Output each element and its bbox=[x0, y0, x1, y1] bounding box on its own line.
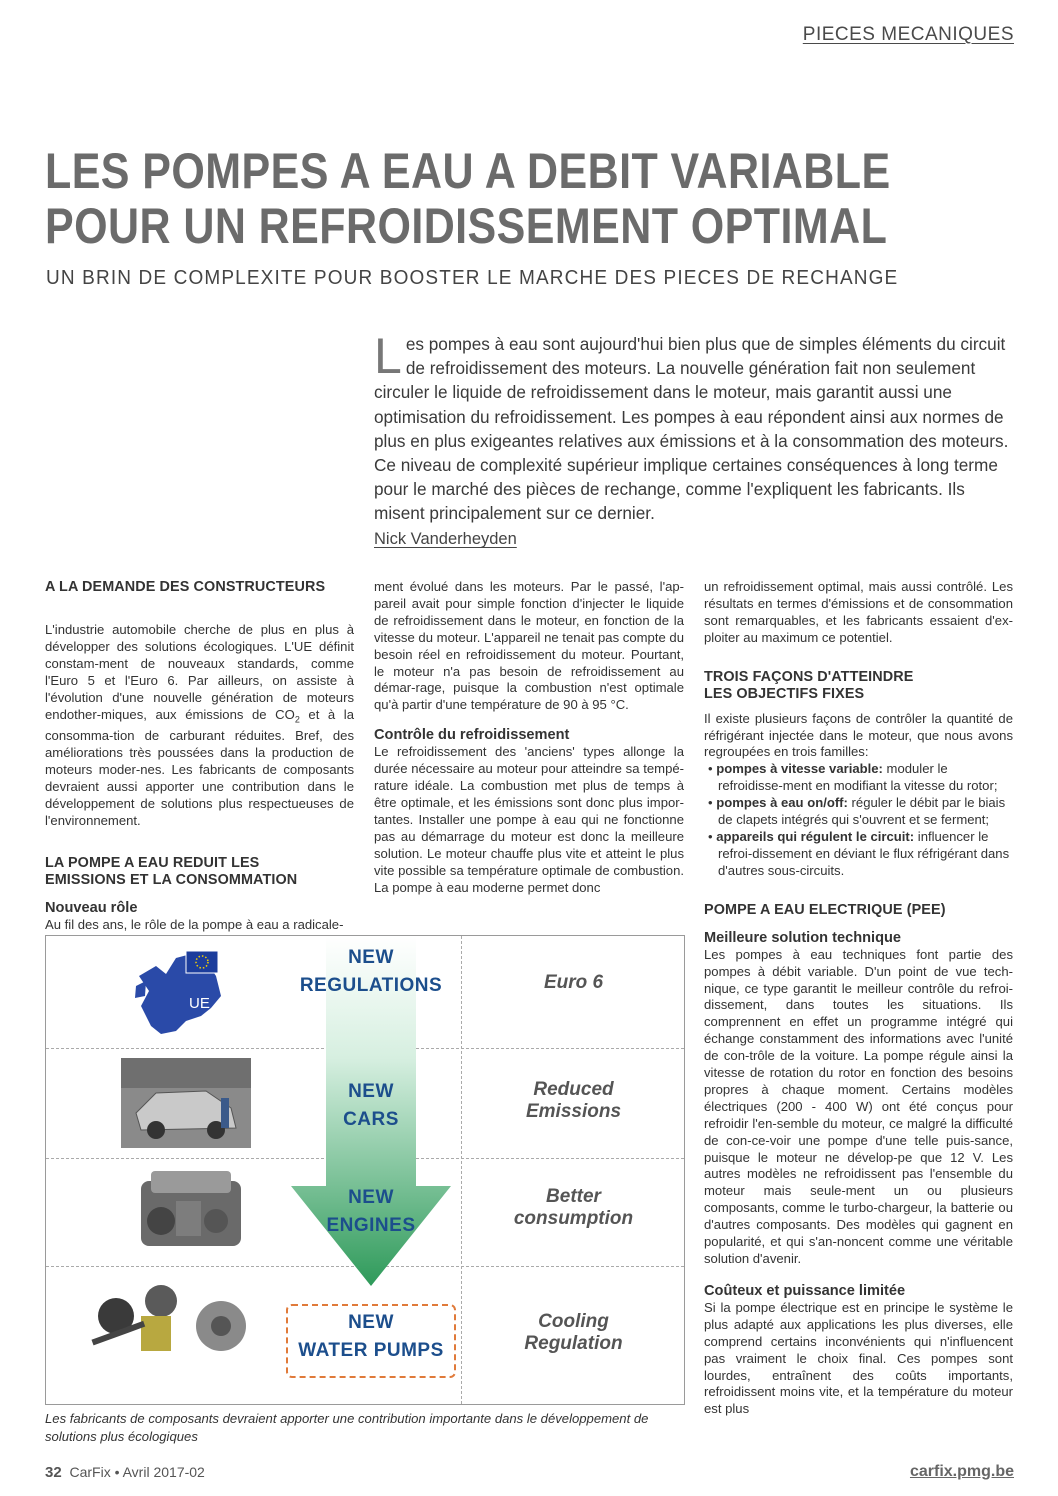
subheading-couteux: Coûteux et puissance limitée bbox=[704, 1282, 906, 1299]
footer-url-link[interactable]: carfix.pmg.be bbox=[909, 1463, 1014, 1480]
magazine-info: CarFix • Avril 2017-02 bbox=[69, 1464, 205, 1480]
engine-image bbox=[131, 1166, 251, 1258]
label-engines: NEW ENGINES bbox=[326, 1187, 416, 1236]
column-3 bbox=[704, 579, 1013, 1418]
label-better-consumption: Better consumption bbox=[513, 1186, 634, 1229]
lead-paragraph: Les pompes à eau sont aujourd'hui bien plus que de simples éléments du circuit de refroidissement des moteurs. La nouvelle génération fait non seulement circuler le liquide de refroidissement dans le moteur, mais garantit aussi une optimisation du refroidissement. Les pompes à eau répondent ainsi aux normes de plus en plus exigeantes relatives aux émissions et à la consommation des moteurs. Ce niveau de complexité supérieur implique certaines conséquences à long terme pour le marché des pièces de rechange, comme l'expliquent les fabricants. Ils misent principalement sur ce dernier. bbox=[374, 328, 1009, 524]
paragraph: L'industrie automobile cherche de plus en plus à développer des solutions écologiques. L'UE définit constam-ment de nouveaux standards, comme l'Euro 5 et l'Euro 6. Par ailleurs, on assiste à l'évolution d'une nouvelle génération de moteurs endother-miques, aux émissions de $CO_2$ et à la consomma-tion de carburant réduites. Bref, des améliorations très poussées dans la production de moteurs moder-nes. Les fabricants de composants devraient aussi apporter une contribution dans le développement de solutions plus respectueuses de l'environnement. bbox=[45, 622, 355, 828]
paragraph: ment évolué dans les moteurs. Par le passé, l'ap-pareil avait pour simple fonction d'injecter le liquide de refroidissement dans le moteur, en fonction de la vitesse du moteur. L'appareil ne tenait pas compte du besoin réel en refroidissement du moteur. Pourtant, le moteur n'a pas besoin de refroidissement au démar-rage, puisque la combustion n'est optimale qu'à partir d'une température de 90 à 95 °C. bbox=[374, 579, 684, 713]
eu-map-icon bbox=[131, 946, 231, 1036]
author-byline[interactable]: Nick Vanderheyden bbox=[374, 530, 517, 548]
heading-pompe-reduit: LA POMPE A EAU REDUIT LES EMISSIONS ET LA CONSOMMATION bbox=[45, 855, 298, 889]
drop-cap: L bbox=[374, 328, 402, 384]
article-subtitle: UN BRIN DE COMPLEXITE POUR BOOSTER LE MARCHE DES PIECES DE RECHANGE bbox=[46, 267, 899, 289]
label-reduced-emissions: Reduced Emissions bbox=[525, 1079, 622, 1122]
heading-pee: POMPE A EAU ELECTRIQUE (PEE) bbox=[704, 901, 946, 918]
svg-text:UE: UE bbox=[189, 995, 210, 1012]
paragraph: Au fil des ans, le rôle de la pompe à eau a radicale- bbox=[45, 917, 344, 933]
label-cars: NEW CARS bbox=[343, 1081, 399, 1130]
water-pumps-image bbox=[71, 1271, 261, 1381]
subheading-nouveau-role: Nouveau rôle bbox=[45, 900, 138, 917]
footer-left bbox=[45, 1464, 205, 1481]
subheading-meilleure: Meilleure solution technique bbox=[704, 929, 902, 946]
label-euro6: Euro 6 bbox=[543, 972, 604, 993]
paragraph: Les pompes à eau techniques font partie des pompes à débit variable. D'un point de vue tech-nique, ce type garantit le meilleur contrôle du refroi-dissement, dans toutes les situations. Ils comprennent en effet un programme intégré qui échange constamment des informations avec l'unité de con-trôle de la voiture. La pompe régule ainsi la vitesse de rotation du rotor en fonction des besoins propres à chaque moment. Certains modèles électriques (200 - 400 W) ont été conçus pour refroidir l'en-semble du moteur, ce malgré la difficulté de con-ce-voir une pompe d'une telle puis-sance, puisque le moteur ne dévelop-pe que 12 V. Les autres modèles ne refroidissent pas l'ensemble du moteur mais seule-ment un ou plusieurs composants, comme le turbo-chargeur, la batterie ou d'autres composants. Des modèles qui gagnent en popularité, et qui s'an-noncent comme une véritable solution d'avenir. bbox=[704, 946, 1013, 1266]
car-factory-image bbox=[121, 1058, 251, 1148]
paragraph: Il existe plusieurs façons de contrôler la quantité de réfrigérant injectée dans le moteur, que nous avons regroupées en trois familles: bbox=[704, 710, 1013, 760]
list-item: • pompes à eau on/off: réguler le débit par le biais de clapets intégrés qui s'ouvrent et se ferment; bbox=[708, 795, 1006, 828]
heading-constructeurs: A LA DEMANDE DES CONSTRUCTEURS bbox=[45, 579, 326, 595]
list-item: • pompes à vitesse variable: moduler le refroidisse-ment en modifiant la vitesse du rotor; bbox=[708, 761, 998, 794]
column-2 bbox=[374, 579, 684, 896]
subheading-controle: Contrôle du refroidissement bbox=[374, 727, 570, 744]
section-label: PIECES MECANIQUES bbox=[802, 24, 1014, 45]
paragraph: Si la pompe électrique est en principe le système le plus adapté aux applications les plus diverses, elle comprend certains inconvénients qui n'influencent pas vraiment le choix final. Ces pompes sont lourdes, entraînent des coûts importants, refroidissent moins vite, et la température du moteur est plus bbox=[704, 1299, 1013, 1417]
heading-trois-facons: TROIS FAÇONS D'ATTEINDRE LES OBJECTIFS FIXES bbox=[704, 668, 914, 702]
figure-caption: Les fabricants de composants devraient apporter une contribution importante dans le développement de solutions plus écologiques bbox=[45, 1411, 649, 1444]
list-item: • appareils qui régulent le circuit: influencer le refroi-dissement en déviant le flux réfrigérant dans d'autres sous-circuits. bbox=[708, 828, 1010, 878]
bullet-list bbox=[704, 761, 1013, 879]
article-title: LES POMPES A EAU A DEBIT VARIABLE POUR UN REFROIDISSEMENT OPTIMAL bbox=[45, 143, 891, 254]
label-water-pumps: NEW WATER PUMPS bbox=[298, 1312, 444, 1361]
label-cooling-regulation: Cooling Regulation bbox=[524, 1311, 623, 1354]
column-1 bbox=[45, 579, 354, 934]
regulations-figure bbox=[45, 935, 685, 1405]
paragraph: un refroidissement optimal, mais aussi contrôlé. Les résultats en termes d'émissions et de consommation sont remarquables, et les fabricants essaient d'ex-ploiter au maximum ce potentiel. bbox=[704, 579, 1013, 645]
label-regulations: NEW REGULATIONS bbox=[299, 947, 443, 996]
page-number: 32 bbox=[45, 1464, 62, 1481]
paragraph: Le refroidissement des 'anciens' types allonge la durée nécessaire au moteur pour atteindre sa tempé-rature idéale. La combustion met plus de temps à être optimale, et les émissions sont donc plus impor-tantes. Installer une pompe à eau qui ne fonctionne pas au démarrage du moteur est donc la meilleure solution. Le moteur chauffe plus vite et atteint le plus vite possible sa température optimale de combustion. La pompe à eau moderne permet donc bbox=[374, 744, 684, 895]
